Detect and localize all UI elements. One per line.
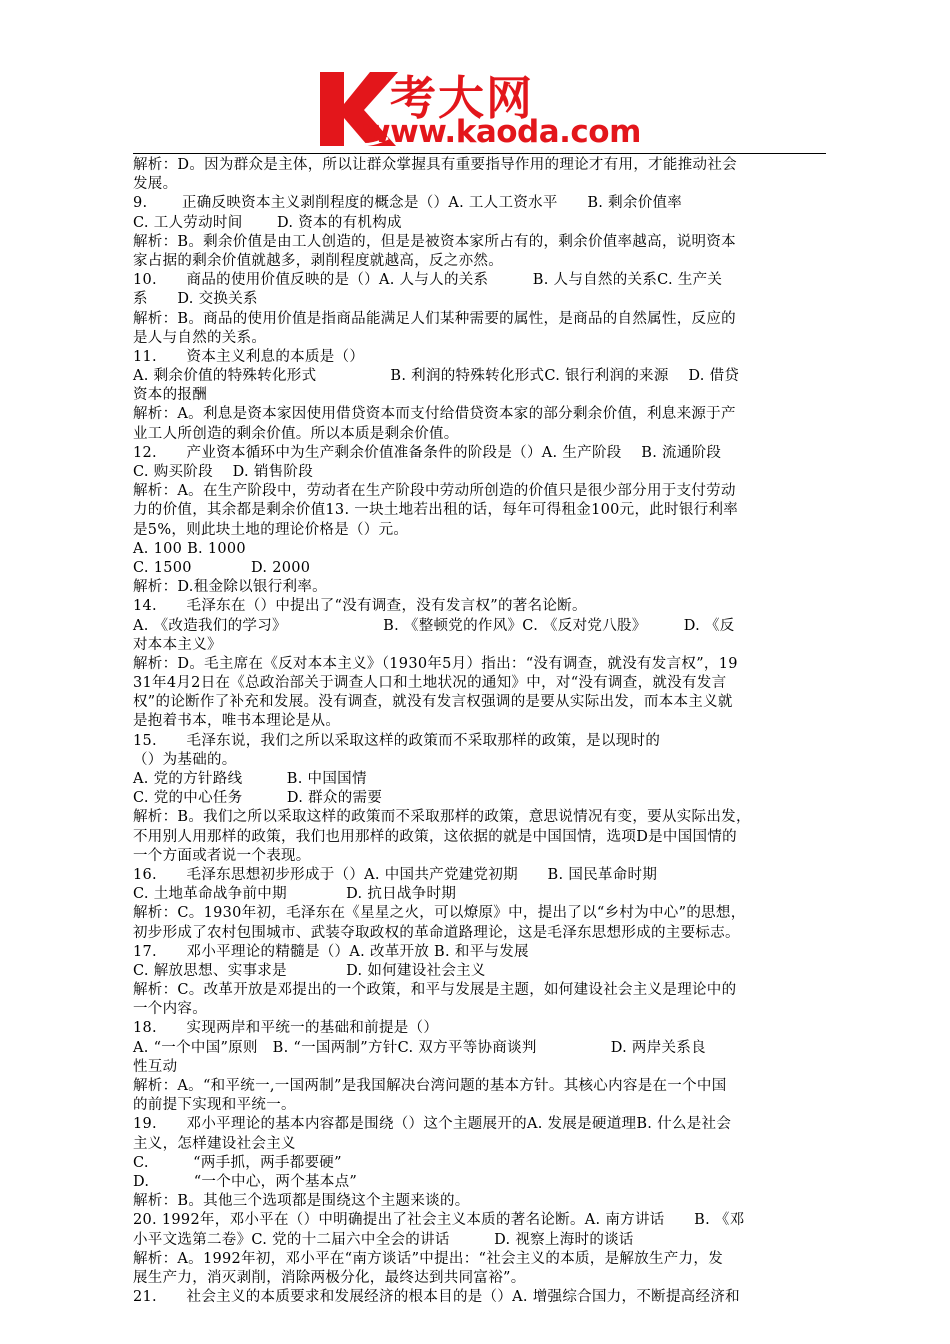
text-line: C. 解放思想、实事求是 D. 如何建设社会主义: [133, 962, 486, 979]
text-line: 解析：B。其他三个选项都是围绕这个主题来谈的。: [133, 1193, 470, 1210]
text-line: 解析：A。“和平统一,一国两制”是我国解决台湾问题的基本方针。其核心内容是在一个中国: [133, 1078, 727, 1094]
document-body: [133, 156, 826, 1307]
text-line: 不用别人用那样的政策，我们也用那样的政策，这依据的就是中国国情，选项D是中国国情的: [133, 828, 737, 845]
text-line: 是人与自然的关系。: [133, 329, 267, 346]
text-line: 9. 正确反映资本主义剥削程度的概念是（）A. 工人工资水平 B. 剩余价值率: [133, 195, 683, 212]
text-line: C. 党的中心任务 D. 群众的需要: [133, 790, 383, 807]
text-line: 权”的论断作了补充和发展。没有调查，就没有发言权强调的是要从实际出发，而本本主义就: [133, 694, 733, 711]
text-line: C. 土地革命战争前中期 D. 抗日战争时期: [133, 886, 457, 903]
text-line: A. 剩余价值的特殊转化形式 B. 利润的特殊转化形式C. 银行利润的来源 D. 借贷: [133, 368, 740, 385]
text-line: D. “一个中心，两个基本点”: [133, 1173, 358, 1190]
text-line: 解析：B。我们之所以采取这样的政策而不采取那样的政策，意思说情况有变，要从实际出发，: [133, 809, 751, 826]
text-line: 解析：A。利息是资本家因使用借贷资本而支付给借贷资本家的部分剩余价值，利息来源于产: [133, 406, 736, 423]
text-line: 初步形成了农村包围城市、武装夺取政权的革命道路理论，这是毛泽东思想形成的主要标志。: [133, 924, 740, 941]
text-line: C. 工人劳动时间 D. 资本的有机构成: [133, 214, 402, 231]
text-line: 小平文选第二卷》C. 党的十二届六中全会的讲话 D. 视察上海时的谈话: [133, 1231, 634, 1248]
text-line: C. “两手抓，两手都要硬”: [133, 1154, 342, 1171]
text-line: 18. 实现两岸和平统一的基础和前提是（）: [133, 1020, 439, 1037]
text-line: 是5%，则此块土地的理论价格是（）元。: [133, 521, 409, 538]
text-line: 一个内容。: [133, 1001, 207, 1018]
logo-chinese-text: 考大网: [390, 71, 534, 125]
text-line: A. 《改造我们的学习》 B. 《整顿党的作风》C. 《反对党八股》 D. 《反: [133, 617, 735, 634]
text-line: 展生产力，消灭剥削，消除两极分化，最终达到共同富裕”。: [133, 1269, 526, 1286]
text-line: 业工人所创造的剩余价值。所以本质是剩余价值。: [133, 425, 459, 442]
text-line: 对本本主义》: [133, 636, 222, 653]
text-line: 14. 毛泽东在（）中提出了“没有调查，没有发言权”的著名论断。: [133, 598, 587, 615]
text-line: 19. 邓小平理论的基本内容都是围绕（）这个主题展开的A. 发展是硬道理B. 什么是社会: [133, 1116, 732, 1133]
text-line: 解析：D.租金除以银行利率。: [133, 579, 327, 596]
text-line: 11. 资本主义利息的本质是（）: [133, 348, 365, 365]
text-line: 解析：B。剩余价值是由工人创造的，但是是被资本家所占有的，剩余价值率越高，说明资本: [133, 233, 736, 250]
text-line: A. “一个中国”原则 B. “一国两制”方针C. 双方平等协商谈判 D. 两岸关系良: [133, 1039, 706, 1056]
text-line: 解析：D。毛主席在《反对本本主义》（1930年5月）指出：“没有调查，就没有发言权”，19: [133, 655, 738, 672]
text-line: 解析：C。改革开放是邓提出的一个政策，和平与发展是主题，如何建设社会主义是理论中的: [133, 982, 737, 999]
text-line: 解析：A。1992年初，邓小平在“南方谈话”中提出：“社会主义的本质，是解放生产力，发: [133, 1250, 724, 1267]
text-line: C. 购买阶段 D. 销售阶段: [133, 464, 314, 480]
text-line: A. 100 B. 1000: [133, 540, 246, 557]
header-divider: [133, 153, 826, 154]
text-line: 发展。: [133, 176, 178, 193]
text-line: 12. 产业资本循环中为生产剩余价值准备条件的阶段是（）A. 生产阶段 B. 流通阶段: [133, 444, 722, 461]
text-line: 家占据的剩余价值就越多，剥削程度就越高，反之亦然。: [133, 252, 503, 269]
text-line: 解析：C。1930年初，毛泽东在《星星之火，可以燎原》中，提出了以“乡村为中心”的思想，: [133, 905, 746, 922]
text-line: 资本的报酬: [133, 387, 207, 404]
text-line: 的前提下实现和平统一。: [133, 1097, 296, 1114]
text-line: 是抱着书本，唯书本理论是从。: [133, 713, 341, 730]
text-line: 16. 毛泽东思想初步形成于（）A. 中国共产党建党初期 B. 国民革命时期: [133, 866, 658, 883]
text-line: 解析：D。因为群众是主体，所以让群众掌握具有重要指导作用的理论才有用，才能推动社会: [133, 157, 737, 173]
text-line: 31年4月2日在《总政治部关于调查人口和土地状况的通知》中，对“没有调查，就没有发言: [133, 675, 727, 692]
text-line: 10. 商品的使用价值反映的是（）A. 人与人的关系 B. 人与自然的关系C. 生产关: [133, 272, 723, 289]
text-line: C. 1500 D. 2000: [133, 559, 311, 576]
logo-url-text: www.kaoda.com: [362, 114, 641, 150]
text-line: 一个方面或者说一个表现。: [133, 847, 311, 864]
text-line: 主义，怎样建设社会主义: [133, 1135, 296, 1152]
text-line: A. 党的方针路线 B. 中国国情: [133, 771, 367, 787]
text-line: 解析：A。在生产阶段中，劳动者在生产阶段中劳动所创造的价值只是很少部分用于支付劳动: [133, 483, 736, 500]
kaoda-logo[interactable]: [318, 66, 648, 150]
text-line: 系 D. 交换关系: [133, 291, 258, 308]
text-line: 20. 1992年，邓小平在（）中明确提出了社会主义本质的著名论断。A. 南方讲话 B. 《邓: [133, 1212, 745, 1229]
text-line: 力的价值，其余都是剩余价值13. 一块土地若出租的话，每年可得租金100元，此时银行利率: [133, 502, 739, 519]
text-line: 15. 毛泽东说，我们之所以采取这样的政策而不采取那样的政策，是以现时的: [133, 732, 661, 749]
text-line: 21. 社会主义的本质要求和发展经济的根本目的是（）A. 增强综合国力，不断提高经济和: [133, 1289, 740, 1306]
text-line: 解析：B。商品的使用价值是指商品能满足人们某种需要的属性，是商品的自然属性，反应的: [133, 310, 736, 327]
text-line: 17. 邓小平理论的精髓是（）A. 改革开放 B. 和平与发展: [133, 943, 529, 960]
text-line: 性互动: [133, 1058, 178, 1075]
text-line: （）为基础的。: [133, 751, 237, 768]
page-header: [0, 0, 950, 156]
